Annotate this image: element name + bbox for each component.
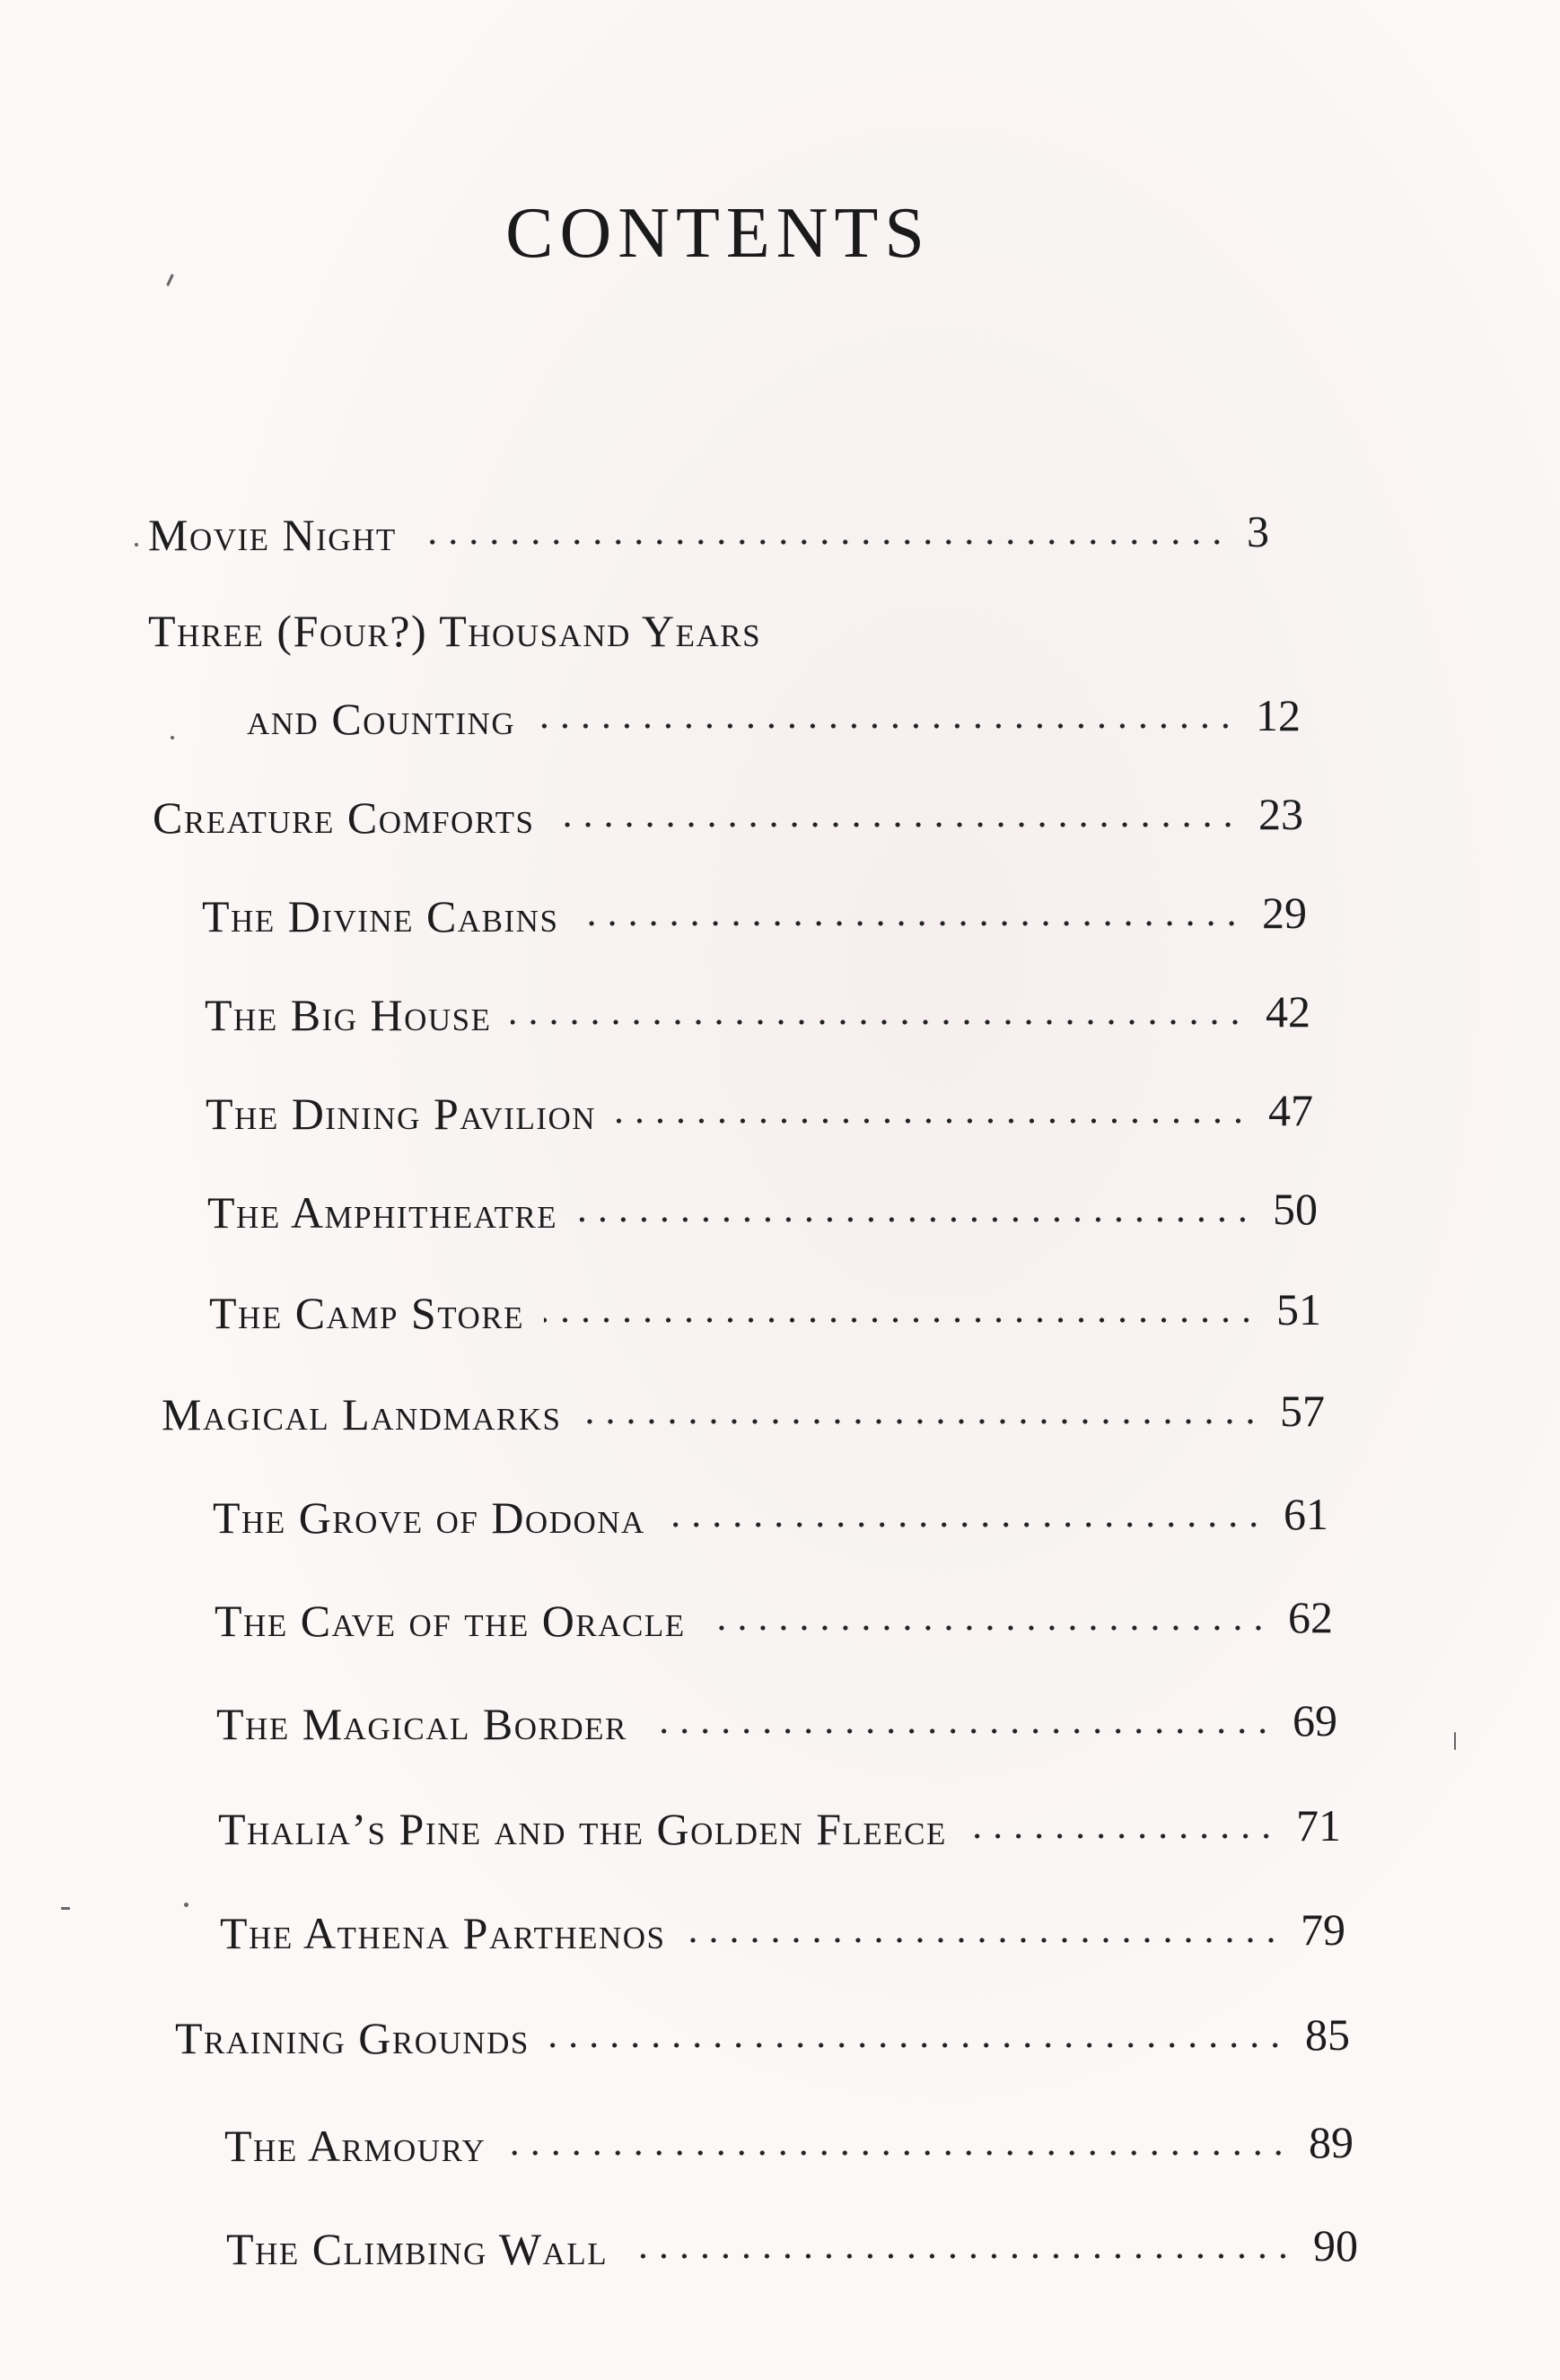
toc-entry xyxy=(153,781,1327,844)
toc-entry xyxy=(218,1792,1364,1855)
toc-entry-label: Movie Night xyxy=(148,510,397,560)
toc-entry xyxy=(220,1896,1369,1959)
toc-entry-label: The Athena Parthenos xyxy=(220,1908,666,1958)
toc-entry-page: 61 xyxy=(1284,1489,1328,1539)
dot-leader xyxy=(967,1833,1276,1839)
toc-entry-page: 23 xyxy=(1258,789,1303,839)
toc-entry xyxy=(205,978,1334,1041)
dot-leader xyxy=(416,539,1227,545)
dot-leader xyxy=(511,1019,1246,1025)
toc-entry xyxy=(216,1687,1361,1750)
toc-entry xyxy=(207,1176,1341,1238)
dot-leader xyxy=(686,1938,1281,1943)
toc-entry-page: 12 xyxy=(1256,690,1301,740)
toc-entry xyxy=(175,2001,1373,2064)
toc-entry-page: 62 xyxy=(1288,1592,1333,1642)
toc-entry-label: The Amphitheatre xyxy=(207,1187,558,1238)
toc-entry-label: and Counting xyxy=(247,694,516,744)
toc-entry-label: The Divine Cabins xyxy=(202,891,559,941)
dot-leader xyxy=(616,1118,1249,1124)
toc-entry-label: Training Grounds xyxy=(175,2013,530,2063)
toc-entry xyxy=(148,498,1315,561)
toc-entry xyxy=(209,1276,1345,1339)
toc-entry-label: Thalia’s Pine and the Golden Fleece xyxy=(218,1804,947,1854)
dot-leader xyxy=(665,1522,1264,1527)
dot-leader xyxy=(577,1217,1253,1222)
toc-entry-page: 50 xyxy=(1273,1184,1318,1234)
toc-entry-page: 57 xyxy=(1280,1386,1325,1436)
dot-leader xyxy=(549,2043,1285,2048)
toc-entry xyxy=(162,1378,1348,1440)
dot-leader xyxy=(582,1419,1260,1424)
toc-entry xyxy=(206,1077,1337,1140)
toc-entry-page: 47 xyxy=(1268,1085,1313,1135)
dot-leader xyxy=(578,921,1242,926)
toc-entry-label: The Camp Store xyxy=(209,1288,524,1338)
toc-entry-label: The Cave of the Oracle xyxy=(215,1596,686,1646)
toc-entry-page: 71 xyxy=(1296,1800,1341,1851)
toc-entry-page: 69 xyxy=(1293,1695,1337,1746)
toc-entry xyxy=(148,594,956,657)
toc-entry-label: Creature Comforts xyxy=(153,792,535,843)
toc-entry-page: 51 xyxy=(1276,1284,1321,1334)
scan-speck xyxy=(166,274,174,286)
toc-entry xyxy=(247,682,1324,745)
dot-leader xyxy=(647,1728,1273,1734)
dot-leader xyxy=(554,822,1239,827)
toc-entry xyxy=(224,2109,1377,2172)
toc-entry-label: The Magical Border xyxy=(216,1699,627,1749)
toc-entry-label: The Dining Pavilion xyxy=(206,1089,597,1139)
toc-entry-label: Magical Landmarks xyxy=(162,1389,562,1439)
dot-leader xyxy=(505,2150,1289,2156)
scan-speck xyxy=(61,1907,70,1910)
dot-leader xyxy=(535,723,1236,729)
toc-entry-page: 29 xyxy=(1262,888,1307,938)
toc-entry-page: 42 xyxy=(1266,986,1310,1037)
scan-speck xyxy=(184,1903,188,1907)
toc-entry-label: The Grove of Dodona xyxy=(213,1492,645,1543)
toc-entry-page: 90 xyxy=(1313,2220,1358,2271)
toc-entry-label: The Climbing Wall xyxy=(226,2224,609,2274)
toc-entry-label: The Armoury xyxy=(224,2121,486,2171)
toc-entry-page: 89 xyxy=(1309,2117,1354,2167)
scan-speck xyxy=(1454,1732,1456,1750)
toc-entry-page: 85 xyxy=(1305,2009,1350,2060)
toc-entry-page: 79 xyxy=(1301,1904,1345,1955)
toc-entry xyxy=(226,2212,1381,2275)
toc-entry xyxy=(215,1584,1356,1647)
toc-entry xyxy=(202,879,1330,942)
scan-speck xyxy=(171,736,174,739)
toc-entry-label: The Big House xyxy=(205,990,492,1040)
toc-entry xyxy=(213,1481,1352,1544)
dot-leader xyxy=(544,1317,1257,1323)
dot-leader xyxy=(627,2253,1293,2259)
dot-leader xyxy=(706,1625,1268,1631)
toc-entry-label: Three (Four?) Thousand Years xyxy=(148,606,762,656)
scan-speck xyxy=(135,543,138,547)
toc-entry-page: 3 xyxy=(1247,506,1269,556)
page-title: CONTENTS xyxy=(505,194,931,273)
